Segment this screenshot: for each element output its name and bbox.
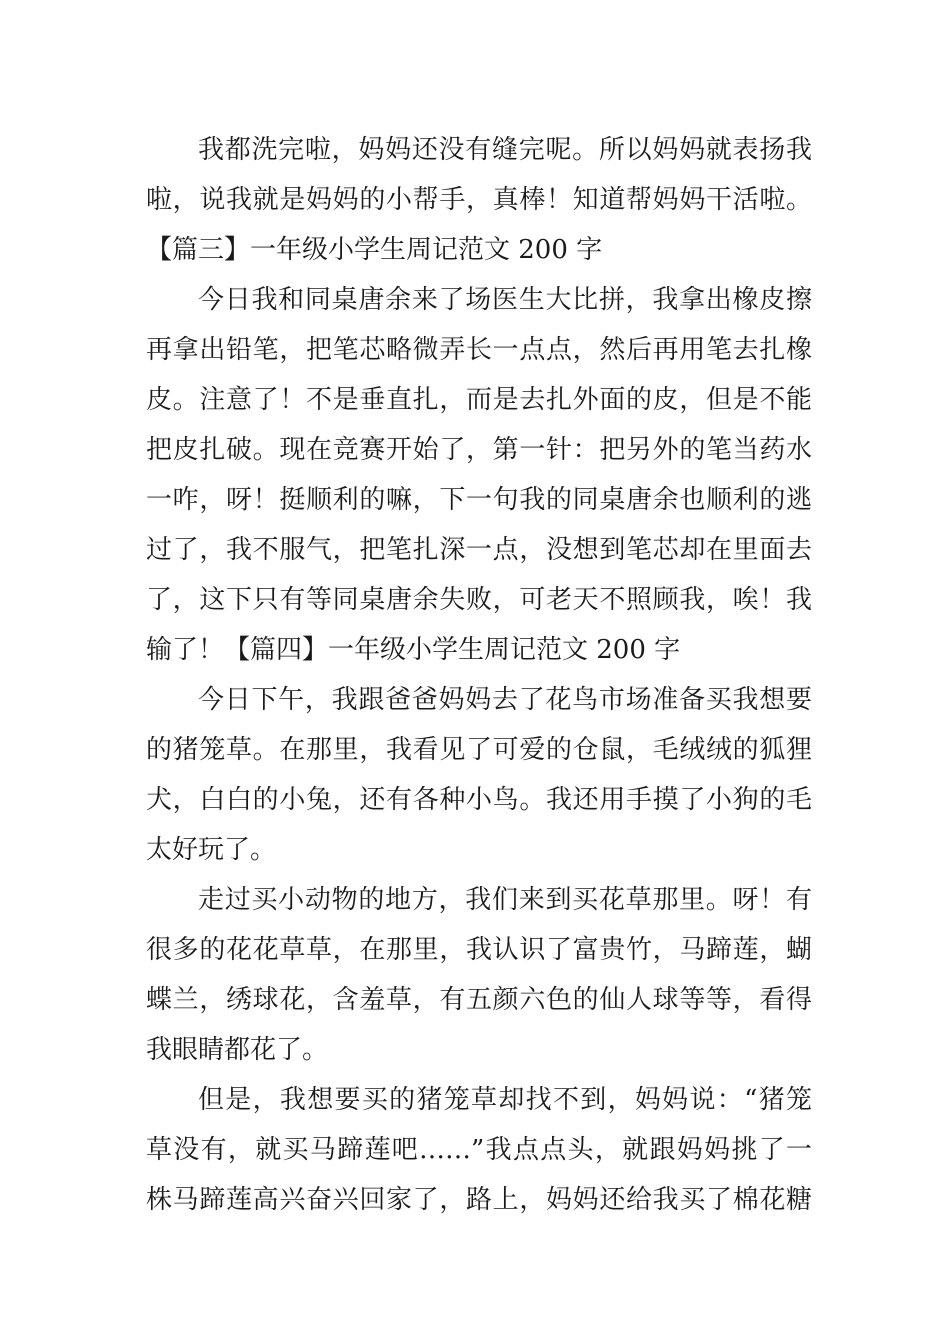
text-line: 株马蹄莲高兴奋兴回家了，路上，妈妈还给我买了棉花糖 [146,1185,812,1215]
text-line: 再拿出铅笔，把笔芯略微弄长一点点，然后再用笔去扎橡 [146,335,812,365]
text-line: 过了，我不服气，把笔扎深一点，没想到笔芯却在里面去 [146,535,812,565]
text-line: 犬，白白的小兔，还有各种小鸟。我还用手摸了小狗的毛 [146,785,812,815]
text-line: 太好玩了。 [146,835,277,865]
text-line: 把皮扎破。现在竞赛开始了，第一针：把另外的笔当药水 [146,435,812,465]
text-line: 今日下午，我跟爸爸妈妈去了花鸟市场准备买我想要 [198,685,812,715]
text-line: 皮。注意了！不是垂直扎，而是去扎外面的皮，但是不能 [146,385,812,415]
text-line: 的猪笼草。在那里，我看见了可爱的仓鼠，毛绒绒的狐狸 [146,735,812,765]
text-line: 输了！【篇四】一年级小学生周记范文 200 字 [146,635,681,665]
text-line: 走过买小动物的地方，我们来到买花草那里。呀！有 [198,885,812,915]
text-line: 了，这下只有等同桌唐余失败，可老天不照顾我，唉！我 [146,585,812,615]
text-line: 今日我和同桌唐余来了场医生大比拼，我拿出橡皮擦 [198,285,812,315]
text-line: 【篇三】一年级小学生周记范文 200 字 [146,235,603,265]
text-line: 草没有，就买马蹄莲吧……”我点点头，就跟妈妈挑了一 [146,1135,812,1165]
text-line: 很多的花花草草，在那里，我认识了富贵竹，马蹄莲，蝴 [146,935,812,965]
text-line: 一咋，呀！挺顺利的嘛，下一句我的同桌唐余也顺利的逃 [146,485,812,515]
text-line: 但是，我想要买的猪笼草却找不到，妈妈说：“猪笼 [198,1085,812,1115]
text-line: 啦，说我就是妈妈的小帮手，真棒！知道帮妈妈干活啦。 [146,185,812,215]
text-line: 我都洗完啦，妈妈还没有缝完呢。所以妈妈就表扬我 [198,135,812,165]
text-line: 蝶兰，绣球花，含羞草，有五颜六色的仙人球等等，看得 [146,985,812,1015]
body-text [146,125,812,1225]
text-line: 我眼睛都花了。 [146,1035,329,1065]
